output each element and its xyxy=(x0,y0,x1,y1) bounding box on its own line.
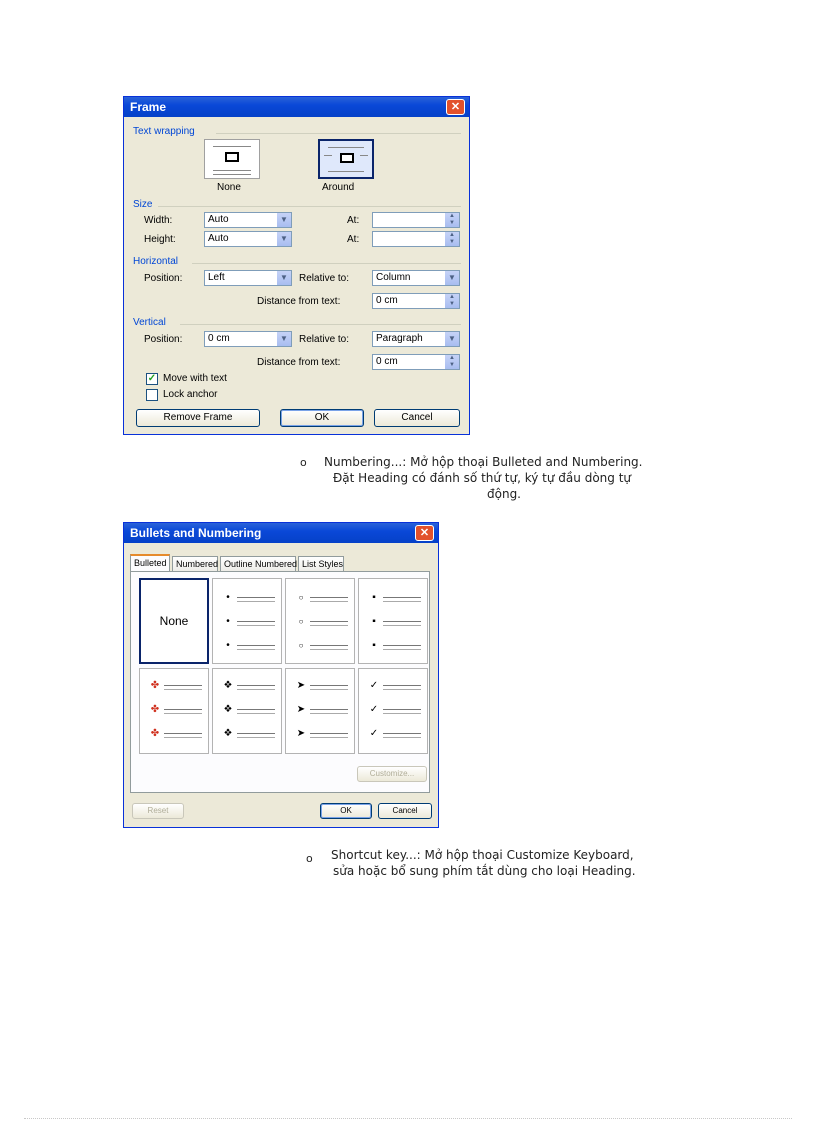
bullet-option-arrow[interactable] xyxy=(285,668,355,754)
lock-anchor-checkbox[interactable] xyxy=(146,389,158,401)
chevron-down-icon[interactable]: ▼ xyxy=(444,271,459,285)
bullet-diamond-icon: ❖ xyxy=(223,680,233,691)
bullet-diamond-icon: ❖ xyxy=(223,704,233,715)
bullet-option-square[interactable] xyxy=(358,578,428,664)
ok-button[interactable]: OK xyxy=(280,409,364,427)
cancel-button[interactable]: Cancel xyxy=(378,803,432,819)
wrap-none-label: None xyxy=(217,182,241,193)
divider xyxy=(158,206,461,207)
bullet-option-flower[interactable] xyxy=(139,668,209,754)
chevron-down-icon[interactable]: ▼ xyxy=(276,271,291,285)
spinner-icon[interactable]: ▲ ▼ xyxy=(445,213,459,227)
bulleted-tab-panel xyxy=(130,571,430,793)
bullet-check-icon: ✓ xyxy=(369,728,379,739)
wrap-around-option[interactable] xyxy=(318,139,374,179)
v-distance-value: 0 cm xyxy=(376,356,398,367)
bullets-dialog-title-bar[interactable] xyxy=(124,523,438,543)
chevron-down-icon[interactable]: ▼ xyxy=(276,213,291,227)
frame-dialog-title-bar[interactable] xyxy=(124,97,469,117)
v-position-select[interactable] xyxy=(204,331,292,347)
divider xyxy=(216,133,461,134)
chevron-down-icon[interactable]: ▼ xyxy=(276,232,291,246)
v-distance-input[interactable] xyxy=(372,354,460,370)
width-value: Auto xyxy=(208,214,229,225)
spinner-icon[interactable]: ▲ ▼ xyxy=(445,355,459,369)
v-relative-value: Paragraph xyxy=(376,333,423,344)
move-with-text-label[interactable]: Move with text xyxy=(163,373,227,384)
height-value: Auto xyxy=(208,233,229,244)
ok-button[interactable]: OK xyxy=(320,803,372,819)
bullet-dot-icon: • xyxy=(226,640,230,651)
h-position-select[interactable] xyxy=(204,270,292,286)
bullet-square-icon: ▪ xyxy=(372,592,376,603)
cancel-button[interactable]: Cancel xyxy=(374,409,460,427)
bullet-none-label: None xyxy=(159,614,189,628)
shortcut-line-1: Shortcut key...: Mở hộp thoại Customize Keyboard, xyxy=(331,848,634,862)
bullet-arrow-icon: ➤ xyxy=(296,680,306,691)
numbering-line-1: Numbering...: Mở hộp thoại Bulleted and Numbering. xyxy=(324,455,643,469)
bullet-option-diamond[interactable] xyxy=(212,668,282,754)
height-at-label: At: xyxy=(347,234,360,245)
h-relative-label: Relative to: xyxy=(299,273,350,284)
h-distance-label: Distance from text: xyxy=(257,296,341,307)
bullet-option-dot[interactable] xyxy=(212,578,282,664)
frame-dialog xyxy=(123,96,470,435)
size-label: Size xyxy=(133,199,153,210)
reset-button[interactable]: Reset xyxy=(132,803,184,819)
width-label: Width: xyxy=(144,215,173,226)
tab-bulleted[interactable]: Bulleted xyxy=(130,554,170,573)
bullet-square-icon: ▪ xyxy=(372,616,376,627)
bullet-option-circle[interactable] xyxy=(285,578,355,664)
wrap-around-label: Around xyxy=(322,182,355,193)
move-with-text-checkbox[interactable]: ✓ xyxy=(147,373,157,384)
bullet-arrow-icon: ➤ xyxy=(296,704,306,715)
shortcut-line-2: sửa hoặc bổ sung phím tắt dùng cho loại Heading. xyxy=(333,864,636,878)
h-position-value: Left xyxy=(208,272,225,283)
bullets-dialog-title: Bullets and Numbering xyxy=(130,526,262,540)
bullet-option-none[interactable] xyxy=(139,578,209,664)
bullet-dot-icon: • xyxy=(226,616,230,627)
bullet-check-icon: ✓ xyxy=(369,680,379,691)
horizontal-label: Horizontal xyxy=(133,256,179,267)
numbering-line-3: động. xyxy=(487,487,521,501)
close-icon[interactable]: ✕ xyxy=(415,525,434,541)
close-icon[interactable]: ✕ xyxy=(446,99,465,115)
lock-anchor-label[interactable]: Lock anchor xyxy=(163,389,218,400)
divider xyxy=(180,324,461,325)
chevron-down-icon[interactable]: ▼ xyxy=(444,332,459,346)
frame-dialog-title: Frame xyxy=(130,100,167,114)
height-select[interactable] xyxy=(204,231,292,247)
bullet-dot-icon: • xyxy=(226,592,230,603)
bullet-check-icon: ✓ xyxy=(369,704,379,715)
bullet-square-icon: ▪ xyxy=(372,640,376,651)
bullet-circle-icon: ○ xyxy=(298,641,304,650)
frame-icon xyxy=(225,152,239,162)
numbering-line-2: Đặt Heading có đánh số thứ tự, ký tự đầu dòng tự xyxy=(333,471,632,485)
wrap-none-option[interactable] xyxy=(204,139,260,179)
page-footer-divider xyxy=(24,1118,792,1119)
h-relative-select[interactable] xyxy=(372,270,460,286)
tab-list-styles[interactable]: List Styles xyxy=(298,556,344,572)
list-bullet: o xyxy=(306,852,313,865)
v-position-value: 0 cm xyxy=(208,333,230,344)
remove-frame-button[interactable]: Remove Frame xyxy=(136,409,260,427)
bullet-arrow-icon: ➤ xyxy=(296,728,306,739)
v-distance-label: Distance from text: xyxy=(257,357,341,368)
bullet-flower-icon: ✤ xyxy=(150,704,160,715)
text-wrapping-label: Text wrapping xyxy=(133,126,195,137)
h-distance-input[interactable] xyxy=(372,293,460,309)
vertical-label: Vertical xyxy=(133,317,166,328)
spinner-icon[interactable]: ▲ ▼ xyxy=(445,294,459,308)
bullets-numbering-dialog xyxy=(123,522,439,828)
bullet-circle-icon: ○ xyxy=(298,593,304,602)
width-at-input[interactable] xyxy=(372,212,460,228)
tab-outline-numbered[interactable]: Outline Numbered xyxy=(220,556,296,572)
h-position-label: Position: xyxy=(144,273,183,284)
v-position-label: Position: xyxy=(144,334,183,345)
bullet-flower-icon: ✤ xyxy=(150,728,160,739)
h-distance-value: 0 cm xyxy=(376,295,398,306)
bullet-option-check[interactable] xyxy=(358,668,428,754)
h-relative-value: Column xyxy=(376,272,411,283)
v-relative-select[interactable] xyxy=(372,331,460,347)
bullet-flower-icon: ✤ xyxy=(150,680,160,691)
spinner-icon[interactable]: ▲ ▼ xyxy=(445,232,459,246)
height-at-input[interactable] xyxy=(372,231,460,247)
width-at-label: At: xyxy=(347,215,360,226)
list-bullet: o xyxy=(300,456,307,469)
frame-icon xyxy=(340,153,354,163)
tab-numbered[interactable]: Numbered xyxy=(172,556,218,572)
chevron-down-icon[interactable]: ▼ xyxy=(276,332,291,346)
width-select[interactable] xyxy=(204,212,292,228)
customize-button[interactable]: Customize... xyxy=(357,766,427,782)
divider xyxy=(192,263,461,264)
v-relative-label: Relative to: xyxy=(299,334,350,345)
bullet-diamond-icon: ❖ xyxy=(223,728,233,739)
bullet-circle-icon: ○ xyxy=(298,617,304,626)
height-label: Height: xyxy=(144,234,176,245)
